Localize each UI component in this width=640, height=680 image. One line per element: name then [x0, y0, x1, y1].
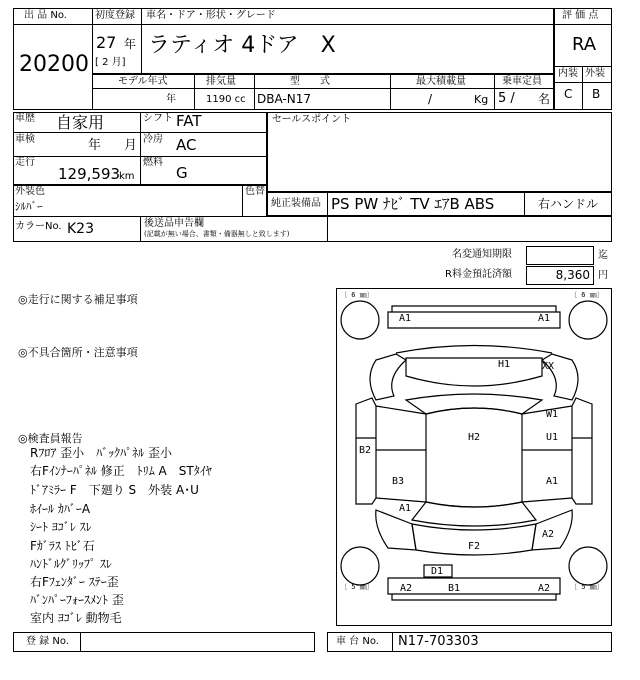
- year-unit: 年: [124, 37, 137, 51]
- tire-depth-rear-right: 〔 5 ㎜〕: [570, 583, 604, 591]
- ac-label: 冷房: [143, 134, 163, 145]
- name-change-unit: 迄: [598, 250, 608, 261]
- car-diagram: [336, 288, 612, 626]
- mileage-label: 走行: [15, 157, 35, 168]
- equip-label: 純正装備品: [271, 198, 321, 209]
- ac: AC: [176, 136, 197, 154]
- recycle-value: 8,360: [555, 268, 590, 282]
- inspector-report-label: ◎検査員報告: [18, 432, 83, 445]
- inspection-year: 年: [88, 138, 102, 153]
- ext-color-box: [13, 185, 267, 217]
- interior-label: 内装: [558, 68, 578, 79]
- tire-depth-front-right: 〔 6 ㎜〕: [570, 291, 604, 299]
- hood-outline: [406, 358, 542, 386]
- damage-mark: H1: [498, 359, 511, 370]
- recycle-unit: 円: [598, 270, 608, 281]
- capacity-unit: 名: [538, 92, 551, 106]
- model-year-label: モデル年式: [118, 76, 168, 87]
- displacement-label: 排気量: [206, 76, 236, 87]
- reg-no-label: 登 録 No.: [26, 636, 69, 647]
- wheel-front-right-icon: [569, 301, 607, 339]
- type-label: 型 式: [290, 76, 330, 87]
- color-change-label: 色替: [245, 186, 265, 197]
- max-load-label: 最大積載量: [416, 76, 466, 87]
- mileage-unit: km: [119, 171, 135, 182]
- name-change-box: [526, 246, 594, 265]
- model-year-unit: 年: [166, 94, 176, 105]
- interior-grade: C: [564, 87, 573, 101]
- damage-mark: A2: [542, 529, 555, 540]
- rear-bumper-outline: [388, 578, 560, 594]
- damage-mark: B2: [359, 445, 372, 456]
- color-no-label: カラーNo.: [15, 221, 62, 232]
- inspector-line: ｼｰﾄ ﾖｺﾞﾚ ｽﾚ: [30, 520, 92, 534]
- chassis-label: 車 台 No.: [336, 636, 379, 647]
- damage-mark: U1: [546, 432, 559, 443]
- fuel-label: 燃料: [143, 157, 163, 168]
- damage-mark: A1: [538, 313, 551, 324]
- score-label: 評 価 点: [562, 10, 599, 21]
- damage-mark: A1: [546, 476, 559, 487]
- inspector-line: ﾊﾝﾄﾞﾙｸﾞﾘｯﾌﾟ ｽﾚ: [30, 557, 112, 571]
- roof-outline: [426, 408, 522, 507]
- color-no-box: [13, 216, 612, 242]
- windshield-outline: [406, 394, 542, 414]
- post-doc-label: 後送品申告欄: [144, 218, 204, 229]
- inspector-line: 室内 ﾖｺﾞﾚ 動物毛: [30, 611, 122, 625]
- model-type: DBA-N17: [257, 92, 311, 106]
- car-name: ラティオ 4ドア X: [148, 33, 336, 58]
- inspector-line: Fｶﾞﾗｽ ﾄﾋﾞ石: [30, 539, 95, 553]
- first-reg-year: 27: [96, 33, 117, 52]
- damage-mark: A2: [400, 583, 413, 594]
- exterior-grade: B: [592, 87, 601, 101]
- inspector-line: 右Fｲﾝﾅｰﾊﾟﾈﾙ 修正 ﾄﾘﾑ A STﾀｲﾔ: [30, 464, 212, 478]
- sales-point-label: セールスポイント: [272, 114, 352, 125]
- wheel-front-left-icon: [341, 301, 379, 339]
- displacement: 1190 cc: [206, 94, 246, 105]
- history: 自家用: [56, 113, 105, 132]
- chassis-no: N17-703303: [398, 634, 479, 649]
- tire-depth-front-left: 〔 6 ㎜〕: [340, 291, 374, 299]
- damage-mark: W1: [546, 409, 559, 420]
- lot-no: 20200: [19, 52, 89, 77]
- damage-mark: A2: [538, 583, 551, 594]
- shift: FAT: [176, 112, 202, 130]
- damage-mark: B3: [392, 476, 405, 487]
- first-reg-month: [ 2 月]: [95, 57, 126, 68]
- mileage: 129,593: [58, 165, 121, 183]
- inspector-line: ﾎｲｰﾙ ｶﾊﾞｰA: [30, 502, 91, 516]
- shift-label: シフト: [143, 113, 173, 124]
- steering: 右ハンドル: [538, 197, 599, 211]
- damage-mark: D1: [431, 566, 444, 577]
- fuel: G: [176, 164, 188, 182]
- inspector-line: ﾊﾞﾝﾊﾟｰﾌｫｰｽﾒﾝﾄ 歪: [30, 593, 124, 607]
- history-label: 車歴: [15, 113, 35, 124]
- inspector-line: Rﾌﾛｱ 歪小 ﾊﾞｯｸﾊﾟﾈﾙ 歪小: [30, 446, 172, 460]
- inspection-month: 月: [124, 138, 138, 153]
- rear-window-outline: [412, 502, 536, 526]
- name-grade-label: 車名・ドア・形状・グレード: [146, 10, 276, 21]
- damage-mark: H2: [468, 432, 481, 443]
- capacity-label: 乗車定員: [502, 76, 542, 87]
- damage-mark: XX: [542, 361, 555, 372]
- score: RA: [572, 34, 597, 55]
- ext-color: ｼﾙﾊﾞｰ: [15, 200, 43, 213]
- capacity: 5 /: [498, 91, 515, 106]
- post-doc-note: (記載が無い場合、書類・備器無しと致します): [144, 230, 290, 238]
- wheel-rear-left-icon: [341, 547, 379, 585]
- inspector-line: 右Fﾌｪﾝﾀﾞｰ ｽﾃｰ歪: [30, 575, 119, 589]
- damage-mark: F2: [468, 541, 481, 552]
- exterior-label: 外装: [585, 68, 605, 79]
- ext-color-label: 外装色: [15, 186, 45, 197]
- name-change-label: 名変通知期限: [452, 249, 512, 260]
- wheel-rear-right-icon: [569, 547, 607, 585]
- damage-mark: A1: [399, 313, 412, 324]
- driving-remarks-label: ◎走行に関する補足事項: [18, 293, 138, 306]
- damage-mark: B1: [448, 583, 461, 594]
- max-load-unit: Kg: [474, 93, 489, 106]
- equipment: PS PW ﾅﾋﾞ TV ｴｱB ABS: [331, 195, 495, 213]
- inspector-line: ﾄﾞｱﾐﾗｰ F 下廻り S 外装 A･U: [30, 483, 199, 497]
- first-reg-label: 初度登録: [95, 10, 135, 21]
- lot-no-label: 出 品 No.: [24, 10, 67, 21]
- max-load-slash: /: [428, 92, 433, 106]
- inspection-label: 車検: [15, 134, 35, 145]
- front-bumper-outline: [388, 312, 560, 328]
- front-left-fender-outline: [370, 354, 406, 400]
- body-right-side: [572, 398, 592, 504]
- recycle-label: R料金預託済額: [445, 269, 512, 280]
- defects-label: ◎不具合箇所・注意事項: [18, 346, 138, 359]
- color-no: K23: [67, 221, 94, 237]
- tire-depth-rear-left: 〔 5 ㎜〕: [340, 583, 374, 591]
- damage-mark: A1: [399, 503, 412, 514]
